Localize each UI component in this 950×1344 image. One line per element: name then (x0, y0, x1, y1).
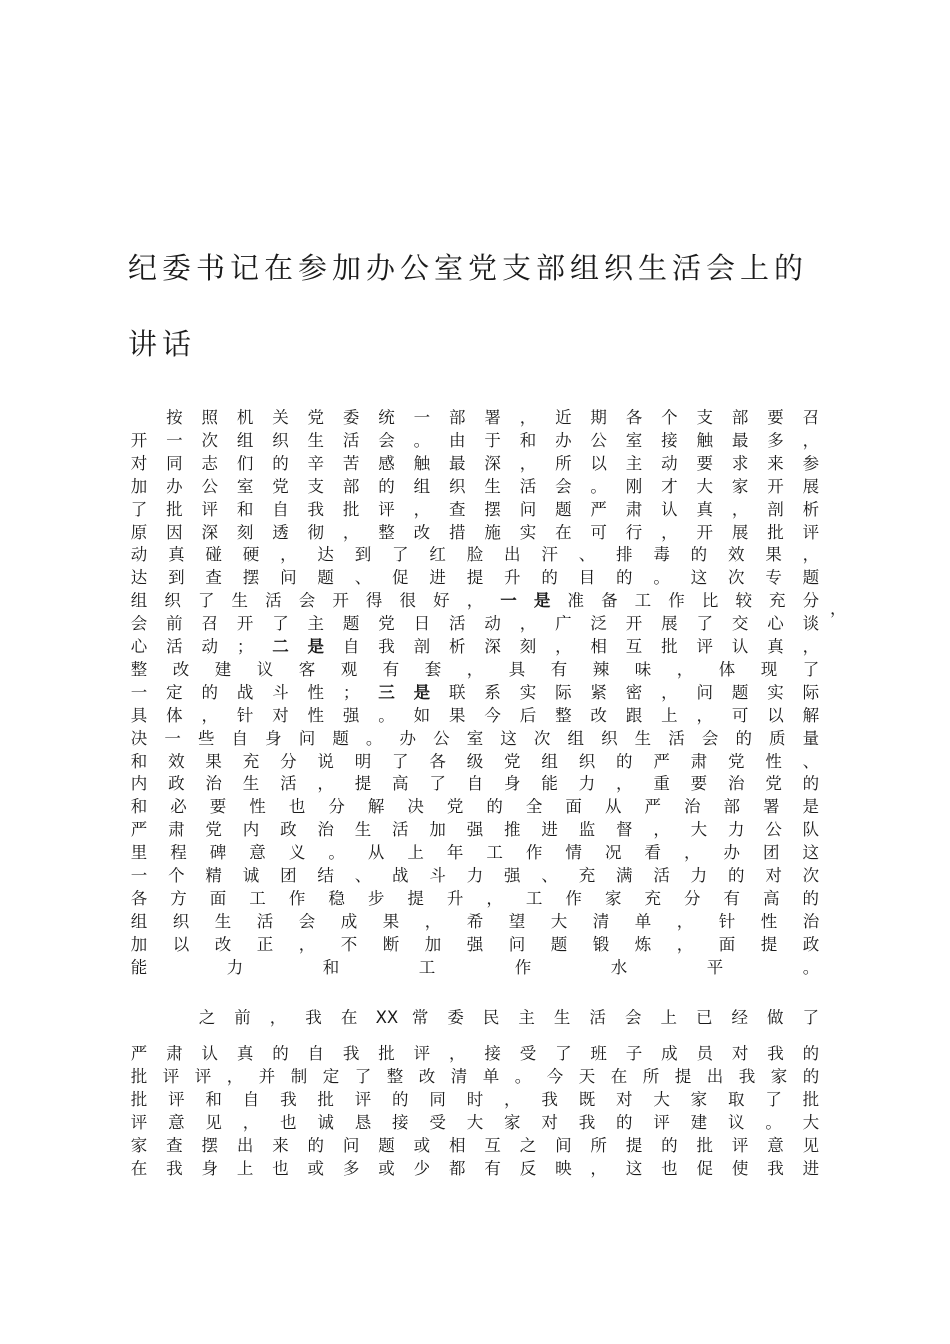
paragraph-1-line: 组 织 生 活 会 成 果 ， 希 望 大 清 单 ， 针 性 治 (130, 911, 820, 931)
paragraph-1-line: 和 效 果 充 分 说 明 了 各 级 党 组 织 的 严 肃 党 性 、 (130, 751, 820, 771)
paragraph-1-line: 对 同 志 们 的 辛 苦 感 触 最 深 ， 所 以 主 动 要 求 来 参 (130, 453, 820, 473)
paragraph-1-line: 原 因 深 刻 透 彻 ， 整 改 措 施 实 在 可 行 ， 开 展 批 评 (130, 522, 820, 542)
paragraph-2-line: 评 意 见 ， 也 诚 恳 接 受 大 家 对 我 的 评 建 议 。 大 (130, 1112, 820, 1132)
paragraph-1-line: 一 个 精 诚 团 结 、 战 斗 力 强 、 充 满 活 力 的 对 次 (130, 866, 820, 885)
paragraph-2-line: 之 前 ， 我 在 XX 常 委 民 主 生 活 会 上 已 经 做 了 (198, 1008, 820, 1027)
paragraph-1-line: 决 一 些 自 身 问 题 。 办 公 室 这 次 组 织 生 活 会 的 质 量 (130, 728, 820, 748)
paragraph-1-line: 加 以 改 正 ， 不 断 加 强 问 题 锻 炼 ， 面 提 政 (130, 934, 820, 954)
paragraph-1-line: 加 办 公 室 党 支 部 的 组 织 生 活 会 。 刚 才 大 家 开 展 (130, 476, 820, 496)
paragraph-1-line: 整 改 建 议 客 观 有 套 ， 具 有 辣 味 ， 体 现 了 (130, 659, 820, 679)
paragraph-1-line: 能 力 和 工 作 水 平 。 (130, 957, 820, 977)
paragraph-2-line: 严 肃 认 真 的 自 我 批 评 ， 接 受 了 班 子 成 员 对 我 的 (130, 1044, 820, 1063)
paragraph-1-line: 按 照 机 关 党 委 统 一 部 署 ， 近 期 各 个 支 部 要 召 (166, 408, 820, 427)
paragraph-1-line: 达 到 查 摆 问 题 、 促 进 提 升 的 目 的 。 这 次 专 题 (130, 568, 820, 588)
paragraph-1-line: 了 批 评 和 自 我 批 评 ， 查 摆 问 题 严 肃 认 真 ， 剖 析 (130, 499, 820, 519)
stray-punctuation: ， (830, 599, 847, 618)
paragraph-1-line: 一 定 的 战 斗 性 ； 三 是 联 系 实 际 紧 密 ， 问 题 实 际 (130, 682, 820, 702)
paragraph-2-line: 家 查 摆 出 来 的 问 题 或 相 互 之 间 所 提 的 批 评 意 见 (130, 1135, 820, 1155)
paragraph-2-line: 批 评 评 ， 并 制 定 了 整 改 清 单 。 今 天 在 所 提 出 我 家 的 (130, 1066, 820, 1086)
paragraph-1-line: 内 政 治 生 活 ， 提 高 了 自 身 能 力 ， 重 要 治 党 的 (130, 774, 820, 794)
paragraph-1-line: 组 织 了 生 活 会 开 得 很 好 ， 一 是 准 备 工 作 比 较 充 分 (130, 591, 820, 611)
paragraph-1-line: 和 必 要 性 也 分 解 决 党 的 全 面 从 严 治 部 署 是 (130, 797, 820, 817)
paragraph-1-line: 会 前 召 开 了 主 题 党 日 活 动 ， 广 泛 开 展 了 交 心 谈 (130, 614, 820, 634)
paragraph-2-line: 批 评 和 自 我 批 评 的 同 时 ， 我 既 对 大 家 取 了 批 (130, 1089, 820, 1109)
paragraph-1-line: 严 肃 党 内 政 治 生 活 加 强 推 进 监 督 ， 大 力 公 队 (130, 820, 820, 840)
paragraph-2-line: 在 我 身 上 也 或 多 或 少 都 有 反 映 ， 这 也 促 使 我 进 (130, 1158, 820, 1178)
paragraph-1-line: 具 体 ， 针 对 性 强 。 如 果 今 后 整 改 跟 上 ， 可 以 解 (130, 705, 820, 725)
paragraph-1-line: 开 一 次 组 织 生 活 会 。 由 于 和 办 公 室 接 触 最 多 ， (130, 430, 820, 450)
paragraph-1-line: 各 方 面 工 作 稳 步 提 升 ， 工 作 家 充 分 有 高 的 (130, 888, 820, 908)
paragraph-1-line: 里 程 碑 意 义 。 从 上 年 工 作 情 况 看 ， 办 团 这 (130, 843, 820, 863)
paragraph-1-line: 心 活 动 ； 二 是 自 我 剖 析 深 刻 ， 相 互 批 评 认 真 ， (130, 637, 820, 656)
document-title-line-1: 纪委书记在参加办公室党支部组织生活会上的 (128, 251, 809, 285)
document-title-line-2: 讲话 (128, 327, 197, 361)
paragraph-1-line: 动 真 碰 硬 ， 达 到 了 红 脸 出 汗 、 排 毒 的 效 果 ， (130, 545, 820, 565)
